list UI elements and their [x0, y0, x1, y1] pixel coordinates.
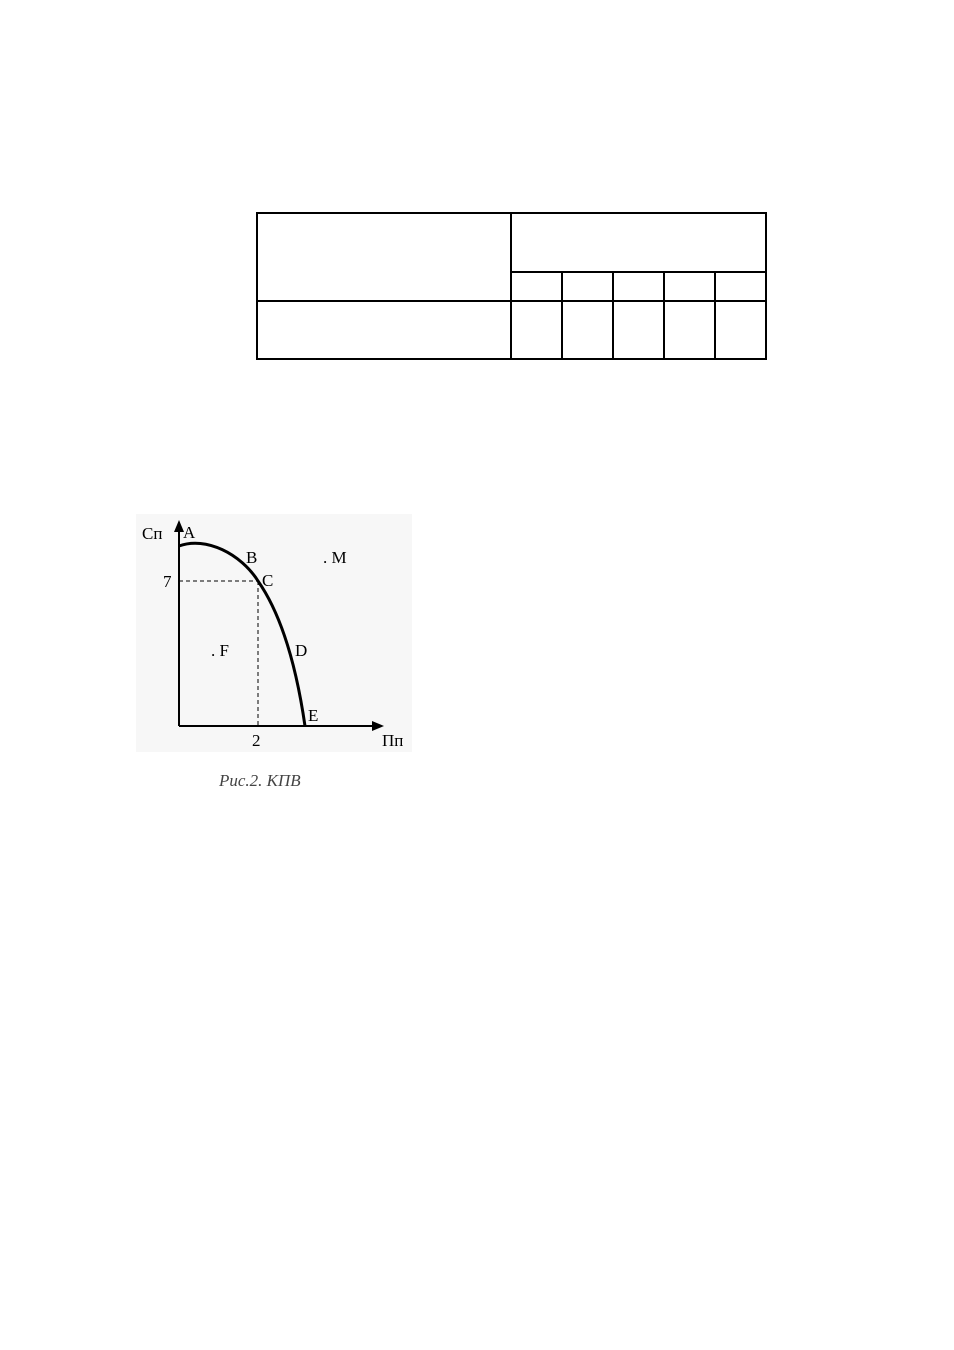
table-subheader-cell: [715, 272, 766, 301]
table-subheader-cell: [664, 272, 715, 301]
table-subheader-cell: [511, 272, 562, 301]
point-label-e: E: [308, 706, 319, 725]
table-value-cell: [562, 301, 613, 359]
table-value-cell: [715, 301, 766, 359]
point-label-a: A: [183, 523, 196, 542]
table-value-cell: [511, 301, 562, 359]
y-axis-label: Сп: [142, 524, 163, 543]
point-label-c: C: [262, 571, 274, 590]
table-subheader-cell: [562, 272, 613, 301]
ppf-curve: [179, 543, 308, 726]
table-header-left-cell: [257, 213, 511, 301]
point-label-m: . M: [323, 548, 347, 567]
ppf-figure: [136, 514, 412, 752]
table-header-right-cell: [511, 213, 766, 272]
x-tick-label: 2: [252, 731, 261, 750]
point-label-b: B: [246, 548, 258, 567]
table-value-cell: [613, 301, 664, 359]
table-subheader-cell: [613, 272, 664, 301]
point-label-f: . F: [211, 641, 229, 660]
figure-caption: Рис.2. КПВ: [219, 771, 301, 790]
table-row-label-cell: [257, 301, 511, 359]
x-axis-label: Пп: [382, 731, 404, 750]
x-axis-arrow: [372, 721, 384, 731]
y-tick-label: 7: [163, 572, 172, 591]
empty-table: [256, 212, 767, 360]
ppf-chart: [136, 514, 412, 752]
point-label-d: D: [295, 641, 308, 660]
table-value-cell: [664, 301, 715, 359]
